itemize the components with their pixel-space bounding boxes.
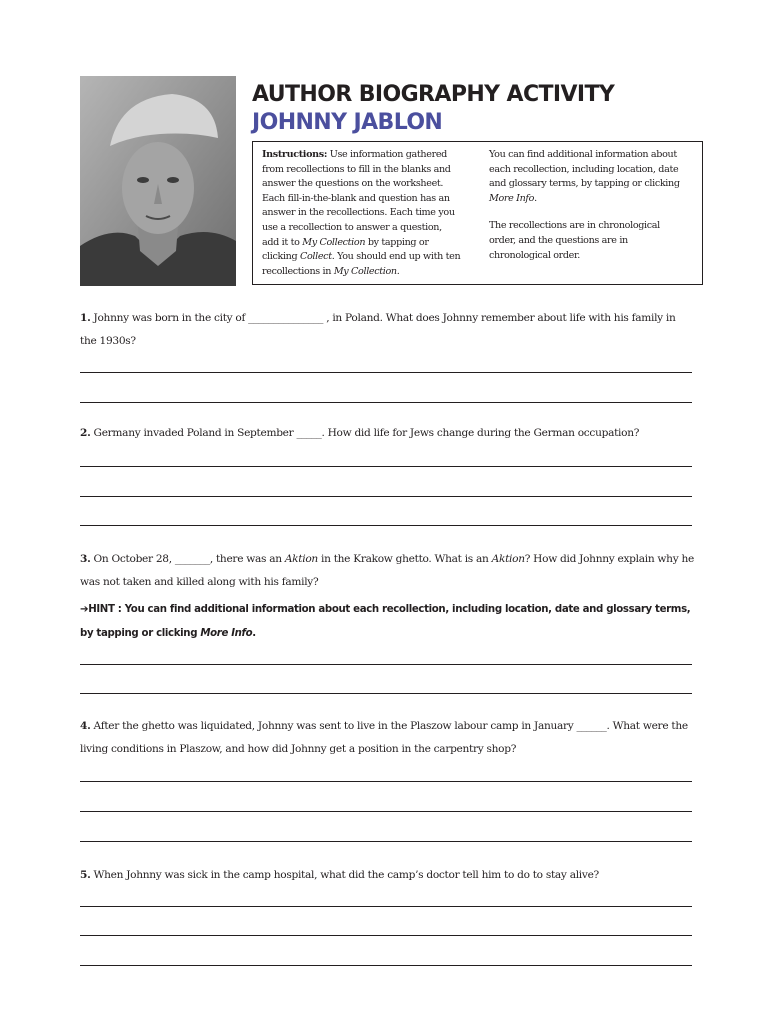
answer-line[interactable] bbox=[80, 402, 692, 403]
my-collection-term: My Collection bbox=[333, 265, 397, 277]
chronology-paragraph bbox=[489, 219, 701, 263]
question-number: 4. bbox=[80, 720, 91, 732]
author-portrait-photo bbox=[80, 76, 236, 286]
question-text: Johnny was born in the city of _______________ , in Poland. What does Johnny remember about life with his family in the 1930s? bbox=[80, 312, 676, 347]
author-name: JOHNNY JABLON bbox=[252, 110, 443, 135]
aktion-term: Aktion bbox=[284, 553, 318, 565]
instructions-text: . bbox=[534, 192, 537, 204]
instructions-line bbox=[262, 250, 478, 265]
instructions-line: order, and the questions are in bbox=[489, 234, 628, 246]
page-title: AUTHOR BIOGRAPHY ACTIVITY bbox=[252, 82, 615, 107]
instructions-text: by tapping or bbox=[365, 236, 429, 248]
instructions-text: clicking bbox=[262, 251, 300, 263]
instructions-box bbox=[252, 141, 703, 285]
instructions-text: add it to bbox=[262, 236, 303, 248]
instructions-line: answer in the recollections. Each time you bbox=[262, 207, 455, 219]
answer-line[interactable] bbox=[80, 781, 692, 782]
hint-label: HINT bbox=[88, 604, 115, 615]
answer-line[interactable] bbox=[80, 693, 692, 694]
question-number: 3. bbox=[80, 553, 91, 565]
instructions-line: answer the questions on the worksheet. bbox=[262, 178, 444, 190]
question-number: 1. bbox=[80, 312, 91, 324]
answer-line[interactable] bbox=[80, 811, 692, 812]
question-1 bbox=[80, 307, 695, 353]
question-text: When Johnny was sick in the camp hospital, what did the camp’s doctor tell him to do to stay alive? bbox=[90, 869, 599, 881]
question-text: Germany invaded Poland in September _____. How did life for Jews change during the German occupation? bbox=[90, 427, 640, 439]
instructions-label: Instructions: bbox=[262, 149, 328, 160]
instructions-text: . You should end up with ten bbox=[331, 251, 461, 263]
instructions-left-column bbox=[262, 148, 478, 279]
answer-line[interactable] bbox=[80, 906, 692, 907]
question-number: 2. bbox=[80, 427, 91, 439]
answer-line[interactable] bbox=[80, 935, 692, 936]
collect-term: Collect bbox=[299, 251, 332, 263]
answer-line[interactable] bbox=[80, 965, 692, 966]
instructions-line: chronological order. bbox=[489, 249, 580, 261]
question-number: 5. bbox=[80, 869, 91, 881]
hint-text: . bbox=[252, 628, 256, 639]
instructions-line bbox=[262, 265, 478, 280]
instructions-line bbox=[262, 148, 478, 163]
question-text: ? How did Johnny explain why he was not taken and killed along with his family? bbox=[80, 553, 694, 588]
instructions-text: . bbox=[396, 265, 400, 277]
question-text: On October 28, _______, there was an bbox=[90, 553, 285, 565]
question-4 bbox=[80, 715, 695, 761]
answer-line[interactable] bbox=[80, 372, 692, 373]
instructions-line: from recollections to fill in the blanks and bbox=[262, 163, 451, 175]
hint-text: : You can find additional information about each recollection, including location, date and glossary terms, by tapping or clicking bbox=[80, 604, 691, 639]
question-2 bbox=[80, 422, 695, 445]
instructions-line: each recollection, including location, date bbox=[489, 163, 679, 175]
aktion-term: Aktion bbox=[491, 553, 525, 565]
answer-line[interactable] bbox=[80, 466, 692, 467]
instructions-line bbox=[262, 236, 478, 251]
question-text: in the Krakow ghetto. What is an bbox=[317, 553, 492, 565]
more-info-paragraph bbox=[489, 148, 701, 206]
answer-line[interactable] bbox=[80, 841, 692, 842]
instructions-line: and glossary terms, by tapping or clicking bbox=[489, 178, 680, 190]
question-3 bbox=[80, 548, 695, 594]
instructions-line: Each fill-in-the-blank and question has an bbox=[262, 192, 450, 204]
question-5 bbox=[80, 864, 695, 887]
my-collection-term: My Collection bbox=[302, 236, 366, 248]
arrow-icon: ➔ bbox=[80, 604, 89, 615]
hint-note bbox=[80, 598, 700, 646]
instructions-text: Use information gathered bbox=[327, 149, 447, 160]
answer-line[interactable] bbox=[80, 525, 692, 526]
question-text: After the ghetto was liquidated, Johnny was sent to live in the Plaszow labour camp in January ______. What were the living conditions in Plaszow, and how did Johnny get a position in the carpentry shop? bbox=[80, 720, 688, 755]
instructions-text: recollections in bbox=[262, 265, 334, 277]
answer-line[interactable] bbox=[80, 664, 692, 665]
instructions-right-column bbox=[489, 148, 701, 276]
instructions-line: You can find additional information about bbox=[489, 149, 677, 160]
instructions-line: use a recollection to answer a question, bbox=[262, 221, 442, 233]
more-info-term: More Info bbox=[200, 628, 253, 639]
more-info-term: More Info bbox=[489, 192, 535, 204]
answer-line[interactable] bbox=[80, 496, 692, 497]
instructions-line: The recollections are in chronological bbox=[489, 220, 660, 232]
